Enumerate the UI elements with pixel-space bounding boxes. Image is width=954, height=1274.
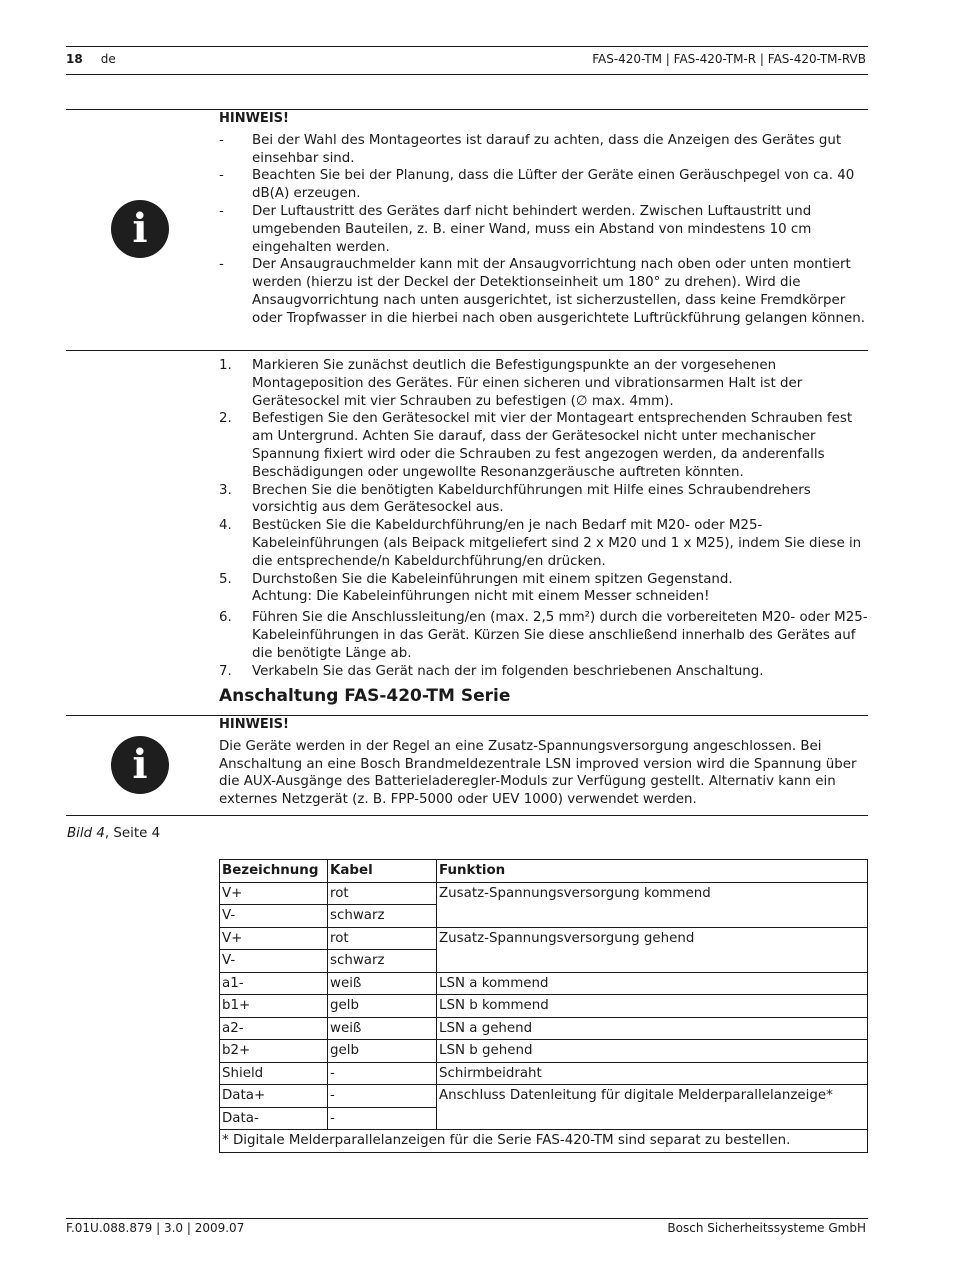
table-cell: - — [328, 1062, 437, 1085]
table-cell: a2- — [220, 1017, 328, 1040]
company-name: Bosch Sicherheitssysteme GmbH — [667, 1221, 866, 1235]
table-cell: Anschluss Datenleitung für digitale Melderparallelanzeige* — [437, 1085, 868, 1130]
table-header-row — [220, 860, 868, 883]
header-rule-bottom — [66, 74, 868, 75]
column-header: Bezeichnung — [220, 860, 328, 883]
table-cell: weiß — [328, 972, 437, 995]
table-footnote: * Digitale Melderparallelanzeigen für die Serie FAS-420-TM sind separat zu bestellen. — [220, 1130, 868, 1153]
table-cell: Shield — [220, 1062, 328, 1085]
table-row — [220, 995, 868, 1018]
table-cell: V- — [220, 905, 328, 928]
info-icon: i — [111, 200, 169, 258]
table-cell: a1- — [220, 972, 328, 995]
table-cell: Schirmbeidraht — [437, 1062, 868, 1085]
list-item: - Der Ansaugrauchmelder kann mit der Ansaugvorrichtung nach oben oder unten montiert werden (hierzu ist der Deckel der Detektionseinheit um 180° zu drehen). Wird die Ansaugvorrichtung nach unten ausgerichtet, ist sicherzustellen, dass keine Fremdkörper oder Tropfwasser in die hierbei nach oben ausgerichtete Luftrückführung gelangen können. — [219, 257, 865, 326]
table-row — [220, 927, 868, 950]
list-item: - Der Luftaustritt des Gerätes darf nicht behindert werden. Zwischen Luftaustritt und umgebenden Bauteilen, z. B. einer Wand, muss ein Abstand von mindestens 10 cm eingehalten werden. — [219, 203, 812, 255]
table-row — [220, 1062, 868, 1085]
table-cell: - — [328, 1085, 437, 1108]
column-header: Funktion — [437, 860, 868, 883]
list-item: 2. Befestigen Sie den Gerätesockel mit vier der Montageart entsprechenden Schrauben fest am Untergrund. Achten Sie darauf, dass der Gerätesockel nicht unter mechanischer Spannung fixiert wird oder die Schrauben zu fest angezogen werden, da anderenfalls Beschädigungen oder ungewollte Resonanzgeräusche auftreten könnten. — [219, 411, 853, 480]
table-cell: V+ — [220, 927, 328, 950]
notice-hinweis-power — [219, 716, 869, 809]
table-cell: V+ — [220, 882, 328, 905]
notice-hinweis-mounting — [219, 110, 869, 328]
notice-text: Die Geräte werden in der Regel an eine Zusatz-Spannungsversorgung angeschlossen. Bei Anschaltung an eine Bosch Brandmeldezentrale LSN improved version wird die Spannung über die AUX-Ausgänge des Batterieladeregler-Moduls zur Verfügung gestellt. Alternativ kann ein externes Netzgerät (z. B. FPP-5000 oder UEV 1000) verwendet werden. — [219, 738, 857, 808]
table-row — [220, 1017, 868, 1040]
notice2-rule-bottom — [66, 815, 868, 816]
list-item: - Beachten Sie bei der Planung, dass die Lüfter der Geräte einen Geräuschpegel von ca. 40 dB(A) erzeugen. — [219, 168, 855, 202]
table-cell: weiß — [328, 1017, 437, 1040]
list-item: 1. Markieren Sie zunächst deutlich die Befestigungspunkte an der vorgesehenen Montageposition des Gerätes. Für einen sicheren und vibrationsarmen Halt ist der Gerätesockel mit vier Schrauben zu befestigen (∅ max. 4mm). — [219, 358, 803, 409]
list-item: 6. Führen Sie die Anschlussleitung/en (max. 2,5 mm²) durch die vorbereiteten M20- oder M25-Kabeleinführungen in das Gerät. Kürzen Sie diese anschließend innerhalb des Gerätes auf die benötigte Länge ab. — [219, 610, 868, 661]
language-code: de — [100, 52, 116, 66]
table-cell: Zusatz-Spannungsversorgung kommend — [437, 882, 868, 927]
table-row — [220, 1040, 868, 1063]
table-cell: LSN b kommend — [437, 995, 868, 1018]
table-row — [220, 1085, 868, 1108]
list-item: 4. Bestücken Sie die Kabeldurchführung/en je nach Bedarf mit M20- oder M25-Kabeleinführungen (als Beipack mitgeliefert sind 2 x M20 und 1 x M25), indem Sie diese in die entsprechende/n Kabeldurchführung/en drücken. — [219, 518, 862, 569]
figure-link[interactable]: Bild 4 — [67, 826, 105, 841]
footer-rule — [66, 1218, 868, 1219]
table-cell: Zusatz-Spannungsversorgung gehend — [437, 927, 868, 972]
list-item: 5. Durchstoßen Sie die Kabeleinführungen mit einem spitzen Gegenstand. Achtung: Die Kabeleinführungen nicht mit einem Messer schneiden! — [219, 571, 733, 605]
document-id: F.01U.088.879 | 3.0 | 2009.07 — [66, 1221, 245, 1235]
wiring-table — [219, 859, 868, 1153]
section-heading: Anschaltung FAS-420-TM Serie — [219, 686, 511, 706]
table-cell: rot — [328, 927, 437, 950]
table-cell: gelb — [328, 1040, 437, 1063]
mounting-steps — [219, 357, 869, 680]
table-cell: gelb — [328, 995, 437, 1018]
notice1-rule-bottom — [66, 350, 868, 351]
table-cell: - — [328, 1107, 437, 1130]
table-row — [220, 972, 868, 995]
notice-list — [219, 132, 869, 328]
figure-reference: Bild 4, Seite 4 — [67, 826, 161, 841]
table-cell: b2+ — [220, 1040, 328, 1063]
table-cell: LSN a kommend — [437, 972, 868, 995]
table-footnote-row — [220, 1130, 868, 1153]
steps-list — [219, 357, 869, 680]
notice-title: HINWEIS! — [219, 717, 289, 732]
table-cell: LSN b gehend — [437, 1040, 868, 1063]
column-header: Kabel — [328, 860, 437, 883]
header-rule-top — [66, 46, 868, 47]
step5-warning: Achtung: Die Kabeleinführungen nicht mit einem Messer schneiden! — [252, 589, 710, 605]
table-cell: LSN a gehend — [437, 1017, 868, 1040]
notice-title: HINWEIS! — [219, 111, 289, 126]
list-item: 3. Brechen Sie die benötigten Kabeldurchführungen mit Hilfe eines Schraubendrehers vorsichtig aus dem Gerätesockel aus. — [219, 482, 811, 516]
table-cell: Data+ — [220, 1085, 328, 1108]
product-title: FAS-420-TM | FAS-420-TM-R | FAS-420-TM-RVB — [592, 52, 866, 66]
table-cell: rot — [328, 882, 437, 905]
list-item: 7. Verkabeln Sie das Gerät nach der im folgenden beschriebenen Anschaltung. — [219, 663, 764, 679]
page-header-left — [66, 51, 116, 69]
table-cell: b1+ — [220, 995, 328, 1018]
table-row — [220, 882, 868, 905]
list-item: - Bei der Wahl des Montageortes ist darauf zu achten, dass die Anzeigen des Gerätes gut einsehbar sind. — [219, 132, 842, 166]
info-icon: i — [111, 736, 169, 794]
table-cell: V- — [220, 950, 328, 973]
table-cell: schwarz — [328, 950, 437, 973]
table-cell: schwarz — [328, 905, 437, 928]
page-number: 18 — [66, 52, 83, 66]
table-cell: Data- — [220, 1107, 328, 1130]
